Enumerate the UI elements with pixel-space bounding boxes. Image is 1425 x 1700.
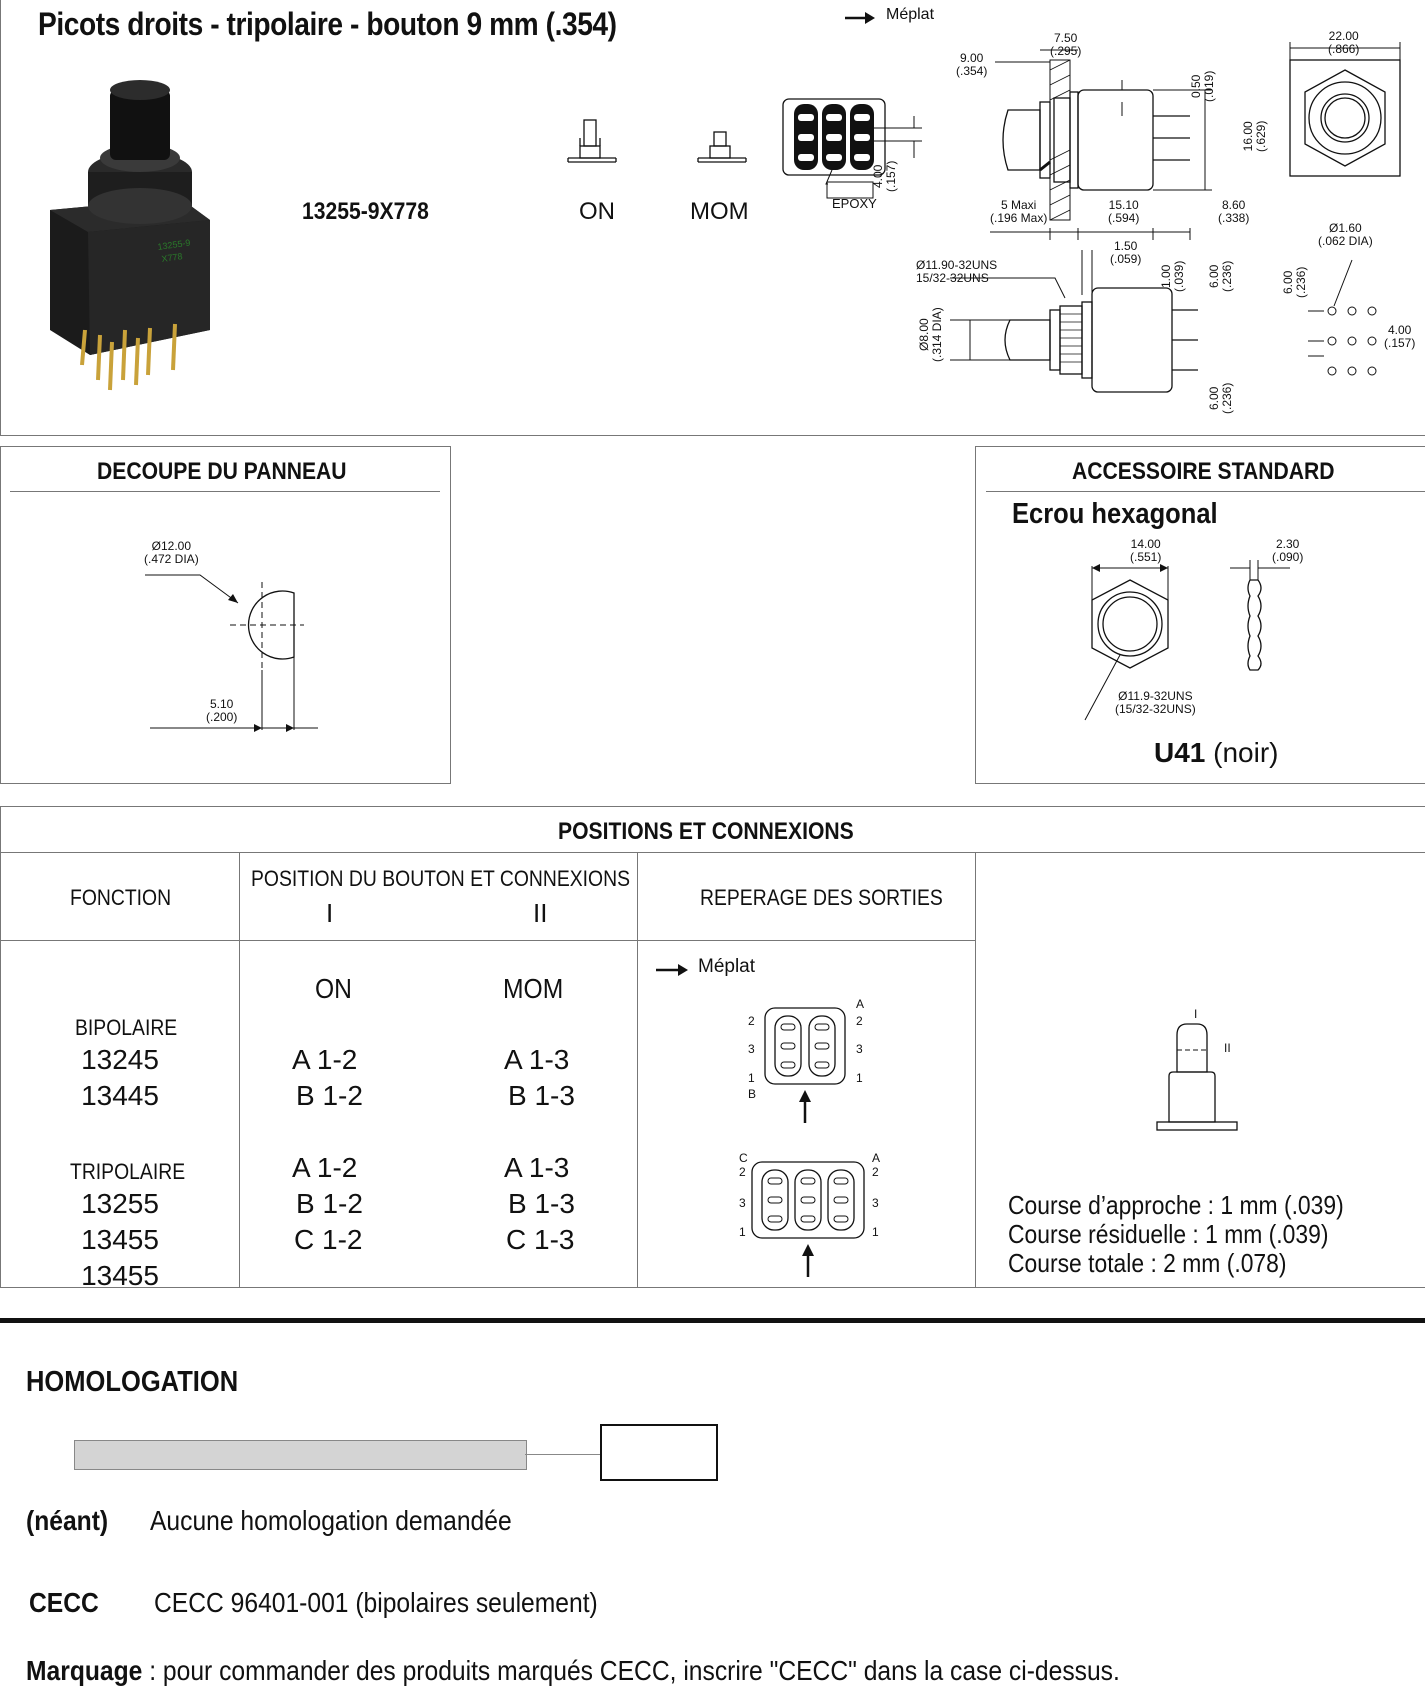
bip-pin-2l: 2 xyxy=(748,1014,755,1028)
tri-pin-C: C xyxy=(739,1151,748,1165)
header-pos-I: I xyxy=(326,898,334,928)
section-divider xyxy=(0,1318,1425,1323)
row-mom: B 1-3 xyxy=(508,1080,575,1111)
dim-mm: 15.10 xyxy=(1108,198,1139,212)
tripolaire-label: TRIPOLAIRE xyxy=(70,1159,186,1184)
bip-pin-A: A xyxy=(856,997,865,1011)
dim-in: (.338) xyxy=(1218,211,1250,225)
cutout-flat xyxy=(206,698,237,724)
dim-1-50 xyxy=(1110,240,1141,266)
homologation-title: HOMOLOGATION xyxy=(26,1366,239,1398)
dim-in: (.090) xyxy=(1272,550,1304,564)
dim-in: (.236) xyxy=(1220,382,1234,414)
meplat-label: Méplat xyxy=(886,6,935,23)
epoxy-label: EPOXY xyxy=(832,196,877,211)
dim-4-00-a xyxy=(872,161,898,192)
accessoire-rule xyxy=(986,491,1425,492)
dim-in: (.200) xyxy=(206,710,238,724)
tri-pin-2l: 2 xyxy=(739,1165,746,1179)
dim-in: (.866) xyxy=(1328,42,1360,56)
dim-in: 15/32-32UNS xyxy=(916,271,989,285)
row-on: B 1-2 xyxy=(296,1080,363,1111)
homologation-bar xyxy=(74,1440,527,1470)
table-row xyxy=(80,1260,160,1292)
tri-pin-1l: 1 xyxy=(739,1225,746,1239)
dim-mm: Ø1.60 xyxy=(1328,221,1362,235)
nut-thread xyxy=(1115,690,1196,716)
header-reperage: REPERAGE DES SORTIES xyxy=(700,885,943,910)
bipolaire-label: BIPOLAIRE xyxy=(75,1015,178,1040)
dim-mm: 2.30 xyxy=(1276,537,1300,551)
meplat-arrow-icon xyxy=(845,10,875,26)
dim-in: (.472 DIA) xyxy=(144,552,199,566)
svg-text:13255-9: 13255-9 xyxy=(156,237,191,252)
part-number: 13255-9X778 xyxy=(302,198,429,225)
dim-in: (.039) xyxy=(1172,260,1186,292)
dim-mm: 6.00 xyxy=(1281,270,1295,294)
bip-pin-1l: 1 xyxy=(748,1071,755,1085)
nut-code-line xyxy=(1154,737,1279,769)
row-on: B 1-2 xyxy=(296,1188,363,1219)
dim-mm: 4.00 xyxy=(1388,323,1412,337)
dim-mm: 4.00 xyxy=(871,164,885,188)
dim-mm: Ø12.00 xyxy=(151,539,192,553)
dim-6-00-b xyxy=(1208,383,1234,414)
dim-4-00-b xyxy=(1384,324,1415,350)
row-code: 13255 xyxy=(81,1188,159,1219)
col-divider-3 xyxy=(975,852,976,1288)
mom-state-icon xyxy=(696,118,756,178)
dim-mm: 9.00 xyxy=(960,51,984,65)
table-row xyxy=(80,1044,160,1076)
dim-in: (.059) xyxy=(1110,252,1142,266)
dim-in: (.236) xyxy=(1220,260,1234,292)
svg-text:X778: X778 xyxy=(160,251,184,264)
dim-mm: 1.00 xyxy=(1159,264,1173,288)
dim-in: (.236) xyxy=(1294,266,1308,298)
dim-mm: 8.60 xyxy=(1222,198,1246,212)
dim-mm: Ø11.9-32UNS xyxy=(1118,689,1193,703)
decoupe-title: DECOUPE DU PANNEAU xyxy=(97,458,347,485)
nut-width xyxy=(1130,538,1161,564)
col-divider-2 xyxy=(637,852,638,1288)
row-code: 13445 xyxy=(81,1080,159,1111)
homologation-input-box[interactable] xyxy=(600,1424,718,1481)
table-row xyxy=(80,1080,160,1112)
dim-9-00 xyxy=(956,52,987,78)
bipolar-pin-drawing xyxy=(765,1008,855,1128)
accessoire-title: ACCESSOIRE STANDARD xyxy=(1072,458,1335,485)
course-residuelle: Course résiduelle : 1 mm (.039) xyxy=(1008,1219,1329,1249)
mom-header: MOM xyxy=(503,973,564,1004)
dim-in: (.062 DIA) xyxy=(1318,234,1373,248)
marquage-text: : pour commander des produits marqués CECC, inscrire "CECC" dans la case ci-dessus. xyxy=(142,1655,1120,1686)
header-fonction: FONCTION xyxy=(70,885,172,910)
tri-pin-3r: 3 xyxy=(872,1196,879,1210)
row-code: 13245 xyxy=(81,1044,159,1075)
dim-mm: 6.00 xyxy=(1207,386,1221,410)
dim-mm: 6.00 xyxy=(1207,264,1221,288)
reperage-meplat: Méplat xyxy=(698,956,756,977)
state-mom-label: MOM xyxy=(690,198,749,225)
cecc-code: CECC xyxy=(29,1587,99,1618)
dim-22-00 xyxy=(1328,30,1359,56)
dim-in: (.551) xyxy=(1130,550,1162,564)
dim-16-00 xyxy=(1242,121,1268,152)
row-code: 13455 xyxy=(81,1260,159,1291)
dim-mm: 0.50 xyxy=(1189,74,1203,98)
row-mom: A 1-3 xyxy=(504,1044,570,1075)
bip-pin-2r: 2 xyxy=(856,1014,863,1028)
positions-rule-1 xyxy=(0,852,1425,853)
switch-photo xyxy=(40,80,220,380)
homologation-connector xyxy=(525,1454,600,1455)
dim-mm: 1.50 xyxy=(1114,239,1138,253)
dim-mm: 7.50 xyxy=(1054,31,1078,45)
pin-bottom-view xyxy=(782,98,922,211)
marquage-line xyxy=(26,1655,1120,1687)
state-on-label: ON xyxy=(579,198,615,225)
dim-in: (.196 Max) xyxy=(990,211,1048,225)
tri-pin-1r: 1 xyxy=(872,1225,879,1239)
cecc-text: CECC 96401-001 (bipolaires seulement) xyxy=(154,1587,598,1618)
header-pos-II: II xyxy=(533,898,548,928)
dim-mm: 22.00 xyxy=(1328,29,1359,43)
cutout-diameter xyxy=(144,540,199,566)
row-mom: C 1-3 xyxy=(506,1224,575,1255)
dim-mm: Ø8.00 xyxy=(917,318,931,352)
dim-in: (.157) xyxy=(1384,336,1416,350)
col-divider-1 xyxy=(239,852,240,1288)
on-state-icon xyxy=(566,118,626,178)
decoupe-rule xyxy=(10,491,440,492)
dim-1-60 xyxy=(1318,222,1373,248)
dim-0-50 xyxy=(1190,71,1216,102)
page-title: Picots droits - tripolaire - bouton 9 mm (.354) xyxy=(38,6,617,42)
nut-code: U41 xyxy=(1154,737,1206,768)
neant-code: (néant) xyxy=(26,1505,109,1536)
dim-in: (.157) xyxy=(884,160,898,192)
row-on: C 1-2 xyxy=(294,1224,363,1255)
row-code: 13455 xyxy=(81,1224,159,1255)
nut-code-note: (noir) xyxy=(1213,737,1279,768)
travel-II: II xyxy=(1224,1041,1231,1055)
dim-in: (.354) xyxy=(956,64,988,78)
tri-pin-A: A xyxy=(872,1151,881,1165)
row-on: A 1-2 xyxy=(292,1152,358,1183)
row-mom: A 1-3 xyxy=(504,1152,570,1183)
dim-in: (.629) xyxy=(1254,120,1268,152)
dim-5-maxi xyxy=(990,199,1047,225)
dim-in: (.019) xyxy=(1202,70,1216,102)
bip-pin-3l: 3 xyxy=(748,1042,755,1056)
tri-pin-2r: 2 xyxy=(872,1165,879,1179)
table-row xyxy=(80,1224,160,1256)
travel-drawing xyxy=(1155,1007,1255,1140)
dim-mm: 5 Maxi xyxy=(1001,198,1037,212)
dim-mm: Ø11.90-32UNS xyxy=(916,258,998,272)
tripolar-pin-drawing xyxy=(752,1162,872,1282)
dim-mm: 16.00 xyxy=(1241,121,1255,152)
dim-mm: 14.00 xyxy=(1130,537,1161,551)
dim-1-00 xyxy=(1160,261,1186,292)
marquage-label: Marquage xyxy=(26,1655,143,1686)
course-approche: Course d’approche : 1 mm (.039) xyxy=(1008,1190,1344,1220)
accessoire-subtitle: Ecrou hexagonal xyxy=(1012,498,1218,530)
dim-mm: 5.10 xyxy=(210,697,234,711)
row-on: A 1-2 xyxy=(292,1044,358,1075)
front-view-drawing xyxy=(1285,40,1425,190)
row-mom: B 1-3 xyxy=(508,1188,575,1219)
dim-in: (.594) xyxy=(1108,211,1140,225)
dim-6-00-c xyxy=(1282,267,1308,298)
bip-pin-1r: 1 xyxy=(856,1071,863,1085)
nut-thickness xyxy=(1272,538,1303,564)
tri-pin-3l: 3 xyxy=(739,1196,746,1210)
dim-8-00 xyxy=(918,307,944,362)
course-totale: Course totale : 2 mm (.078) xyxy=(1008,1248,1287,1278)
dim-7-50 xyxy=(1050,32,1081,58)
dim-in: (.295) xyxy=(1050,44,1082,58)
bip-pin-3r: 3 xyxy=(856,1042,863,1056)
dim-8-60 xyxy=(1218,199,1249,225)
travel-I: I xyxy=(1194,1007,1198,1021)
table-row xyxy=(80,1188,160,1220)
header-position: POSITION DU BOUTON ET CONNEXIONS xyxy=(251,866,631,891)
on-header: ON xyxy=(315,973,352,1004)
meplat-arrow-icon xyxy=(656,962,690,978)
dim-thread xyxy=(916,259,997,285)
pin-layout-drawing xyxy=(1300,260,1380,390)
positions-title: POSITIONS ET CONNEXIONS xyxy=(558,818,854,845)
dim-in: (.314 DIA) xyxy=(930,307,944,362)
neant-text: Aucune homologation demandée xyxy=(150,1505,512,1536)
positions-rule-2 xyxy=(0,940,975,941)
dim-15-10 xyxy=(1108,199,1139,225)
dim-6-00-a xyxy=(1208,261,1234,292)
dim-in: (15/32-32UNS) xyxy=(1115,702,1196,716)
bip-pin-B: B xyxy=(748,1087,757,1101)
